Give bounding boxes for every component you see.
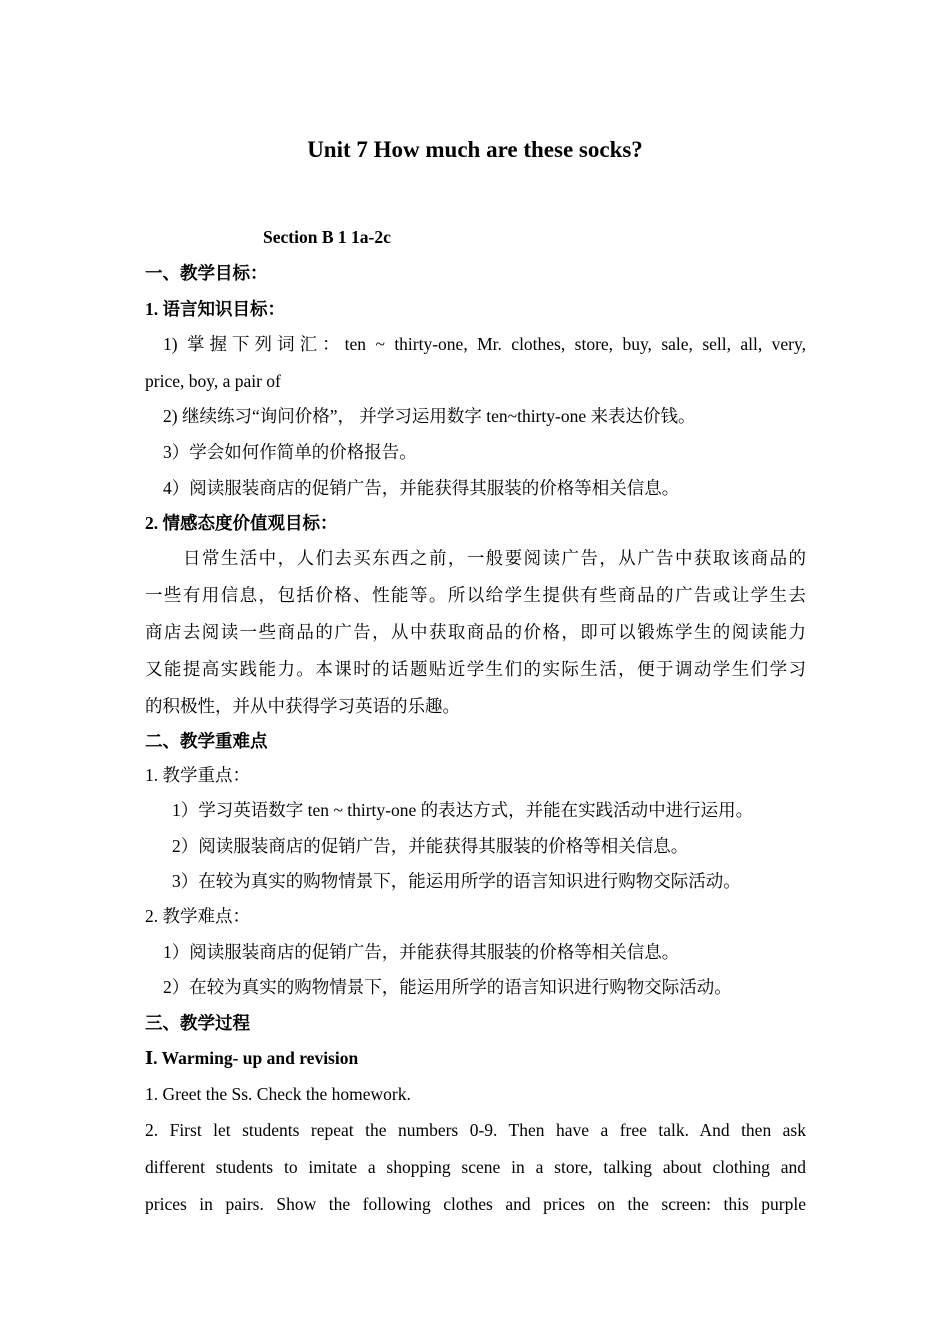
document-title: Unit 7 How much are these socks?	[307, 137, 643, 162]
key-point-1: 1）学习英语数字 ten ~ thirty-one 的表达方式，并能在实践活动中进行运用。	[172, 800, 754, 820]
key-points-label: 1. 教学重点：	[145, 765, 250, 785]
paragraph-line: 一些有用信息，包括价格、性能等。所以给学生提供有些商品的广告或让学生去	[145, 585, 806, 605]
difficult-point-1: 1）阅读服装商店的促销广告，并能获得其服装的价格等相关信息。	[163, 942, 680, 962]
paragraph-line: 日常生活中，人们去买东西之前，一般要阅读广告，从广告中获取该商品的	[183, 548, 806, 568]
heading-teaching-process: 三、教学过程	[145, 1013, 250, 1033]
goal-2: 2) 继续练习“询问价格”， 并学习运用数字 ten~thirty-one 来表达价钱。	[163, 406, 696, 426]
key-point-3: 3）在较为真实的购物情景下，能运用所学的语言知识进行购物交际活动。	[172, 871, 741, 891]
goal-1-line-1: 1) 掌握下列词汇：ten ~ thirty-one, Mr. clothes, store, buy, sale, sell, all, very,	[163, 334, 806, 354]
key-point-2: 2）阅读服装商店的促销广告，并能获得其服装的价格等相关信息。	[172, 836, 689, 856]
paragraph-line: 又能提高实践能力。本课时的话题贴近学生们的实际生活，便于调动学生们学习	[145, 659, 806, 679]
subheading-emotional-goals: 2. 情感态度价值观目标：	[145, 513, 338, 533]
goal-1-line-2: price, boy, a pair of	[145, 371, 281, 391]
goal-4: 4）阅读服装商店的促销广告，并能获得其服装的价格等相关信息。	[163, 478, 680, 498]
heading-teaching-objectives: 一、教学目标：	[145, 263, 268, 283]
step-1-heading: Ⅰ. Warming- up and revision	[145, 1048, 359, 1068]
difficult-point-2: 2）在较为真实的购物情景下，能运用所学的语言知识进行购物交际活动。	[163, 977, 732, 997]
process-item-1: 1. Greet the Ss. Check the homework.	[145, 1084, 411, 1104]
goal-3: 3）学会如何作简单的价格报告。	[163, 442, 417, 462]
paragraph-line: 的积极性，并从中获得学习英语的乐趣。	[145, 696, 460, 716]
process-item-2-line: prices in pairs. Show the following clothes and prices on the screen: this purple	[145, 1194, 806, 1214]
section-heading: Section B 1 1a-2c	[263, 227, 391, 247]
heading-key-difficult-points: 二、教学重难点	[145, 731, 268, 751]
subheading-language-goals: 1. 语言知识目标：	[145, 299, 285, 319]
difficult-points-label: 2. 教学难点：	[145, 906, 250, 926]
paragraph-line: 商店去阅读一些商品的广告，从中获取商品的价格，即可以锻炼学生的阅读能力	[145, 622, 806, 642]
process-item-2-line: 2. First let students repeat the numbers 0-9. Then have a free talk. And then ask	[145, 1120, 806, 1140]
process-item-2-line: different students to imitate a shopping scene in a store, talking about clothing and	[145, 1157, 806, 1177]
